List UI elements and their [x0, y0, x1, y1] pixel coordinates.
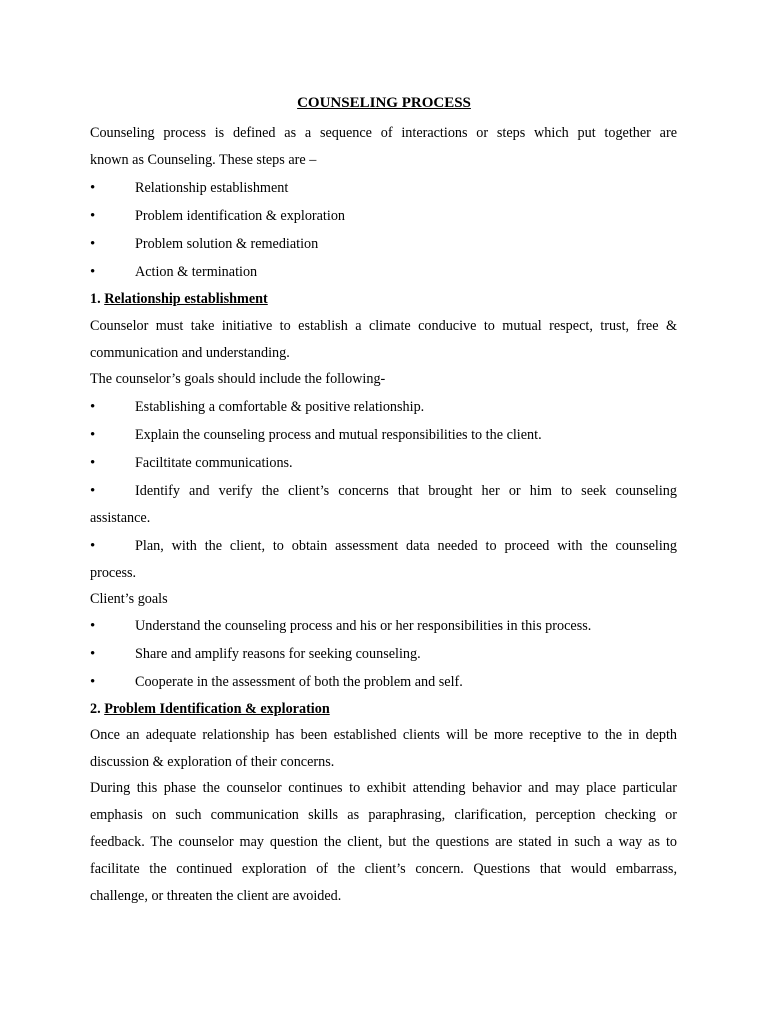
page-title: [0, 94, 768, 112]
bullet-icon: •: [90, 427, 96, 443]
counselor-goals-intro: The counselor’s goals should include the following-: [90, 371, 386, 387]
page-title-text: COUNSELING PROCESS: [297, 95, 471, 111]
section-2-para-1-line-2: discussion & exploration of their concerns.: [90, 754, 335, 770]
counselor-goal-item: [90, 482, 677, 500]
counselor-goal-text: Explain the counseling process and mutual responsibilities to the client.: [135, 427, 542, 443]
step-item-text: Relationship establishment: [135, 180, 289, 196]
bullet-icon: •: [90, 399, 96, 415]
intro-line-2: known as Counseling. These steps are –: [90, 152, 317, 168]
section-2-para-2-line-3: feedback. The counselor may question the client, but the questions are stated in such a way as to: [90, 834, 677, 850]
section-2-title: Problem Identification & exploration: [104, 701, 330, 717]
counselor-goal-item: [90, 426, 677, 444]
bullet-icon: •: [90, 180, 96, 196]
step-list-item: [90, 179, 677, 197]
step-item-text: Problem identification & exploration: [135, 208, 346, 224]
client-goal-text: Understand the counseling process and his or her responsibilities in this process.: [135, 618, 592, 634]
bullet-icon: •: [90, 538, 96, 554]
bullet-icon: •: [90, 646, 96, 662]
section-1-para-line-1: Counselor must take initiative to establish a climate conducive to mutual respect, trust, free &: [90, 318, 677, 334]
bullet-icon: •: [90, 483, 96, 499]
client-goals-label: Client’s goals: [90, 591, 168, 607]
counselor-goal-item: [90, 398, 677, 416]
client-goal-text: Share and amplify reasons for seeking counseling.: [135, 646, 421, 662]
section-2-heading: [90, 700, 330, 718]
section-2-number: 2.: [90, 701, 101, 717]
bullet-icon: •: [90, 618, 96, 634]
section-2-para-1-line-1: Once an adequate relationship has been established clients will be more receptive to the in depth: [90, 727, 677, 743]
counselor-goal-continuation: assistance.: [90, 510, 151, 526]
counselor-goal-continuation: process.: [90, 565, 137, 581]
section-2-para-2-line-2: emphasis on such communication skills as paraphrasing, clarification, perception checking or: [90, 807, 677, 823]
bullet-icon: •: [90, 455, 96, 471]
step-list-item: [90, 207, 677, 225]
step-list-item: [90, 235, 677, 253]
section-2-para-2-line-5: challenge, or threaten the client are avoided.: [90, 888, 342, 904]
bullet-icon: •: [90, 236, 96, 252]
client-goal-item: [90, 673, 677, 691]
bullet-icon: •: [90, 674, 96, 690]
section-1-title: Relationship establishment: [104, 291, 268, 307]
counselor-goal-text: Faciltitate communications.: [135, 455, 293, 471]
step-list-item: [90, 263, 677, 281]
step-item-text: Action & termination: [135, 264, 258, 280]
client-goal-item: [90, 617, 677, 635]
bullet-icon: •: [90, 208, 96, 224]
step-item-text: Problem solution & remediation: [135, 236, 319, 252]
counselor-goal-text: Plan, with the client, to obtain assessment data needed to proceed with the counseling: [135, 538, 677, 554]
counselor-goal-item: [90, 537, 677, 555]
section-1-para-line-2: communication and understanding.: [90, 345, 290, 361]
section-1-number: 1.: [90, 291, 101, 307]
intro-line-1: Counseling process is defined as a sequence of interactions or steps which put together are: [90, 125, 677, 141]
counselor-goal-item: [90, 454, 677, 472]
section-2-para-2-line-4: facilitate the continued exploration of the client’s concern. Questions that would embarrass,: [90, 861, 677, 877]
section-2-para-2-line-1: During this phase the counselor continues to exhibit attending behavior and may place particular: [90, 780, 677, 796]
bullet-icon: •: [90, 264, 96, 280]
counselor-goal-text: Identify and verify the client’s concerns that brought her or him to seek counseling: [135, 483, 677, 499]
counselor-goal-text: Establishing a comfortable & positive relationship.: [135, 399, 425, 415]
client-goal-item: [90, 645, 677, 663]
client-goal-text: Cooperate in the assessment of both the problem and self.: [135, 674, 463, 690]
section-1-heading: [90, 290, 268, 308]
